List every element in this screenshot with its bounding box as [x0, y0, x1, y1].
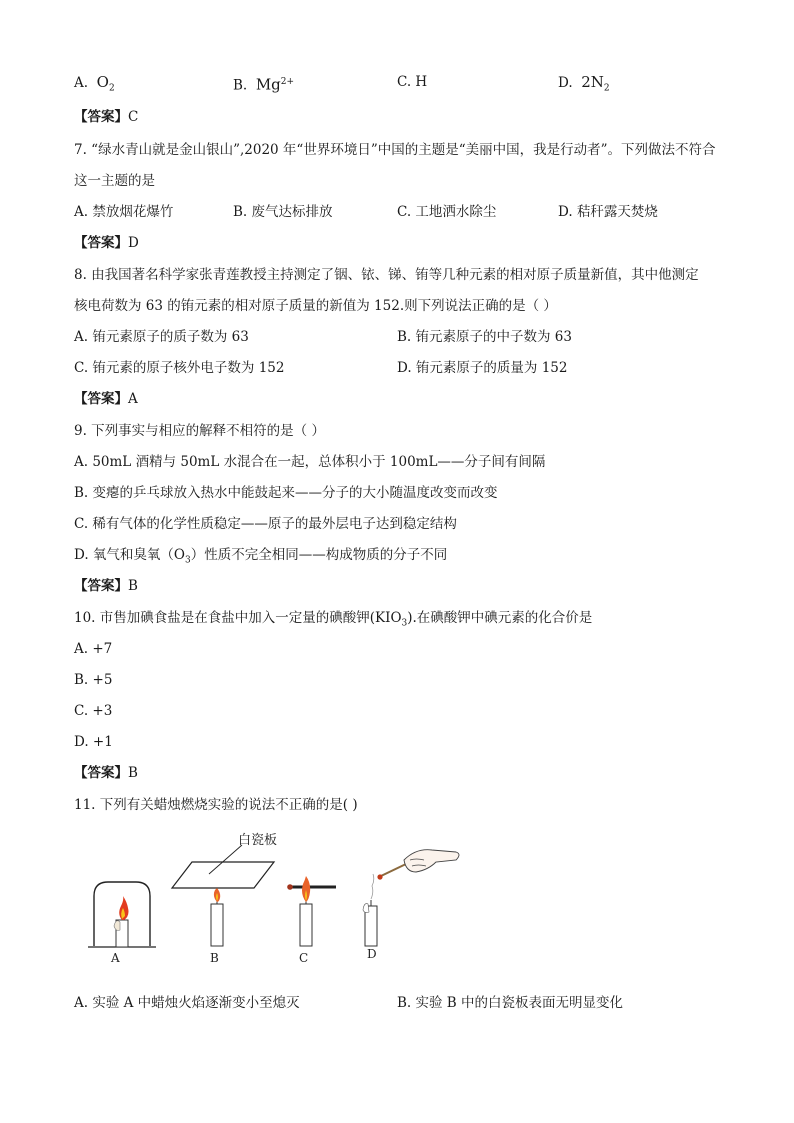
- q8-option-a: A. 铕元素原子的质子数为 63: [74, 329, 249, 345]
- q8-answer-value: A: [128, 391, 138, 407]
- q6-option-a-formula: O: [96, 73, 109, 91]
- q9-stem: 9. 下列事实与相应的解释不相符的是（ ）: [74, 423, 325, 439]
- q6-answer-value: C: [128, 109, 139, 125]
- q10-option-d: D. +1: [74, 734, 113, 750]
- q11-stem: 11. 下列有关蜡烛燃烧实验的说法不正确的是( ): [74, 797, 358, 813]
- q6-option-c-label: C. H: [397, 74, 428, 90]
- q8-stem-line1: 8. 由我国著名科学家张青莲教授主持测定了铟、铱、锑、铕等几种元素的相对原子质量新值，其中他测定: [74, 267, 699, 283]
- figure-label-c: C: [299, 951, 309, 965]
- q10-stem-pre: 10. 市售加碘食盐是在食盐中加入一定量的碘酸钾(KIO: [74, 610, 402, 626]
- figure-label-a: A: [111, 951, 120, 965]
- q10-answer-value: B: [128, 765, 138, 781]
- q9-option-d: [74, 546, 447, 570]
- q8-option-d: D. 铕元素原子的质量为 152: [397, 360, 568, 376]
- q6-option-d: [558, 73, 610, 98]
- experiment-b-porcelain-plate: [172, 845, 274, 946]
- q8-stem-line2: 核电荷数为 63 的铕元素的相对原子质量的新值为 152.则下列说法正确的是（ ）: [74, 298, 557, 314]
- q8-answer-label: 【答案】: [74, 391, 128, 407]
- q7-option-a: A. 禁放烟花爆竹: [74, 204, 174, 220]
- figure-label-d: D: [367, 947, 377, 961]
- q11-option-b: B. 实验 B 中的白瓷板表面无明显变化: [397, 995, 624, 1011]
- q6-answer-label: 【答案】: [74, 109, 128, 125]
- q9-option-d-text-pre: D. 氧气和臭氧（O: [74, 547, 185, 563]
- experiment-d-relight: [363, 850, 459, 946]
- q8-option-b: B. 铕元素原子的中子数为 63: [397, 329, 572, 345]
- q11-option-a: A. 实验 A 中蜡烛火焰逐渐变小至熄灭: [74, 995, 300, 1011]
- q8-answer: [74, 390, 138, 408]
- q10-answer: [74, 764, 138, 782]
- q7-answer: [74, 234, 139, 252]
- q7-option-b: B. 废气达标排放: [233, 204, 333, 220]
- q9-option-d-text-post: ）性质不完全相同——构成物质的分子不同: [190, 547, 448, 563]
- candle-experiments-figure: [80, 826, 480, 966]
- q6-option-b-formula: Mg: [255, 75, 281, 94]
- q7-option-d: D. 秸秆露天焚烧: [558, 204, 658, 220]
- q6-option-b-label: B.: [233, 77, 248, 94]
- q10-stem-post: ).在碘酸钾中碘元素的化合价是: [407, 610, 593, 626]
- q6-option-c: [397, 73, 427, 91]
- figure-label-b: B: [210, 951, 219, 965]
- q9-answer-value: B: [128, 578, 138, 594]
- q10-option-c: C. +3: [74, 703, 113, 719]
- q6-option-a: [74, 73, 115, 98]
- q9-answer: [74, 577, 138, 595]
- q10-stem-subscript: 3: [401, 618, 408, 629]
- q9-option-b: B. 变瘪的乒乓球放入热水中能鼓起来——分子的大小随温度改变而改变: [74, 485, 498, 501]
- q9-answer-label: 【答案】: [74, 578, 128, 594]
- q6-answer: [74, 108, 138, 126]
- q10-answer-label: 【答案】: [74, 765, 128, 781]
- q10-option-b: B. +5: [74, 672, 113, 688]
- q8-option-c: C. 铕元素的原子核外电子数为 152: [74, 360, 285, 376]
- q7-answer-label: 【答案】: [74, 235, 128, 251]
- q6-option-a-subscript: 2: [108, 83, 115, 94]
- q7-answer-value: D: [128, 235, 139, 251]
- q6-option-d-subscript: 2: [603, 83, 610, 94]
- experiment-c-matchstick: [287, 876, 336, 946]
- q6-option-d-label: D.: [558, 75, 573, 91]
- q7-option-c: C. 工地洒水除尘: [397, 204, 497, 220]
- q9-option-a: A. 50mL 酒精与 50mL 水混合在一起，总体积小于 100mL——分子间有间隔: [74, 454, 546, 470]
- q6-option-b: [233, 73, 294, 95]
- q7-stem-line1: 7. “绿水青山就是金山银山”,2020 年“世界环境日”中国的主题是“美丽中国，我是行动者”。下列做法不符合: [74, 142, 716, 158]
- q6-option-b-superscript: 2+: [280, 77, 295, 87]
- q9-option-d-subscript: 3: [185, 555, 191, 566]
- experiment-a-bell-jar: [88, 882, 156, 947]
- q7-stem-line2: 这一主题的是: [74, 173, 155, 189]
- q10-option-a: A. +7: [74, 641, 113, 657]
- q6-option-d-formula: 2N: [581, 73, 604, 91]
- q9-option-c: C. 稀有气体的化学性质稳定——原子的最外层电子达到稳定结构: [74, 516, 457, 532]
- q10-stem: [74, 609, 592, 633]
- q6-option-a-label: A.: [74, 75, 89, 91]
- figure-label-porcelain-plate: 白瓷板: [238, 833, 278, 848]
